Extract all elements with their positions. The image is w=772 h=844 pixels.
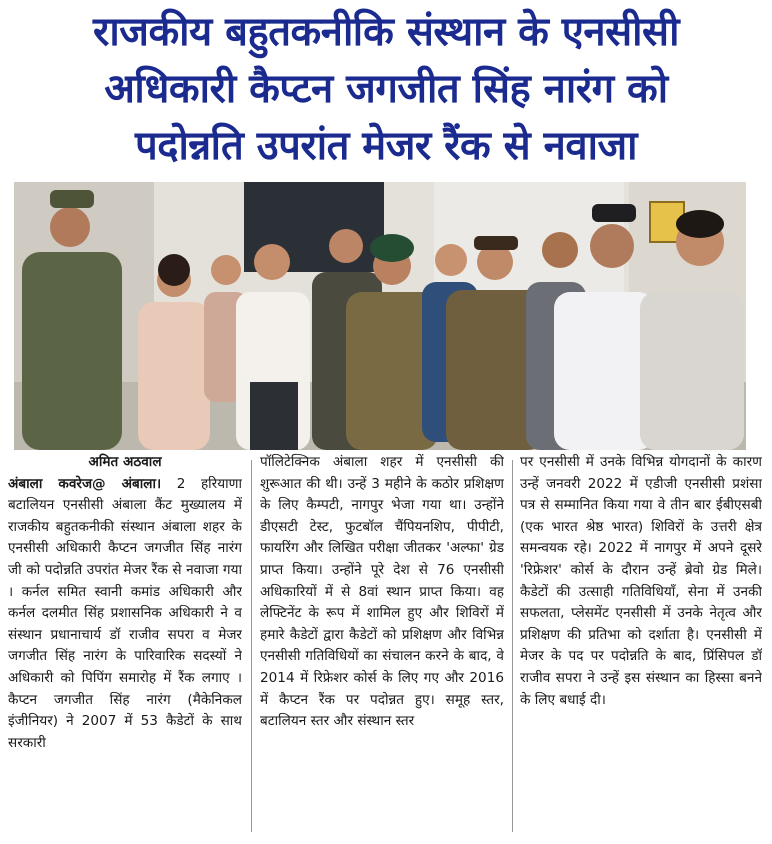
column-divider [512, 460, 513, 832]
column-1-paragraph [8, 474, 242, 755]
column-divider [251, 460, 252, 832]
dateline: अंबाला कवरेज@ अंबाला। [8, 475, 162, 492]
column-1-text: 2 हरियाणा बटालियन एनसीसी अंबाला कैंट मुख्यालय में राजकीय बहुतकनीकी संस्थान अंबाला शहर के एनसीसी अधिकारी कैप्टन जगजीत सिंह नारंग जी को पदोन्नति उपरांत मेजर रैंक से नवाजा गया । कर्नल समित स्वानी कमांड अधिकारी और कर्नल दलमीत सिंह प्रशासनिक अधिकारी ने व संस्थान प्रधानाचार्य डॉ राजीव सपरा व मेजर जगजीत सिंह नारंग के पारिवारिक सदस्यों ने अधिकारी को पिपिंग समारोह में रैंक लगाए । कैप्टन जगजीत सिंह नारंग (मैकेनिकल इंजीनियर) ने 2007 में 53 कैडेटों के साथ सरकारी [8, 475, 242, 751]
article-body [8, 452, 764, 840]
headline-line-1: राजकीय बहुतकनीकि संस्थान के एनसीसी [93, 9, 679, 55]
article-column-3: पर एनसीसी में उनके विभिन्न योगदानों के कारण उन्हें जनवरी 2022 में एडीजी एनसीसी प्रशंसा पत्र से सम्मानित किया गया वे तीन बार ईबीएसबी (एक भारत श्रेष्ठ भारत) शिविरों के उत्तरी क्षेत्र समन्वयक रहे। 2022 में नागपुर में अपने दूसरे 'रिफ्रेशर' कोर्स के दौरान उन्हें ब्रेवो ग्रेड मिले। कैडेटों की उत्साही गतिविधियाँ, सेना में उनकी सफलता, प्लेसमेंट एनसीसी में उनके नेतृत्व और प्रशिक्षण की प्रतिभा को दर्शाता है। एनसीसी में मेजर के पद पर पदोन्नति के बाद, प्रिंसिपल डॉ राजीव सपरा ने उन्हें इस संस्थान का हिस्सा बनने के लिए बधाई दी। [520, 454, 762, 708]
headline-line-2: अधिकारी कैप्टन जगजीत सिंह नारंग को [104, 66, 668, 112]
group-photo-illustration [14, 182, 746, 450]
headline [0, 4, 772, 175]
article-column-1 [8, 452, 242, 840]
group-photo [14, 182, 746, 450]
headline-line-3: पदोन्नति उपरांत मेजर रैंक से नवाजा [135, 123, 637, 169]
article-column-2: पॉलिटेक्निक अंबाला शहर में एनसीसी की शुरूआत की थी। उन्हें 3 महीने के कठोर प्रशिक्षण के लिए कैम्पटी, नागपुर भेजा गया था। उन्होंने डीएसटी टेस्ट, फुटबॉल चैंपियनशिप, पीपीटी, फायरिंग और लिखित परीक्षा जीतकर 'अल्फा' ग्रेड प्राप्त किया। उन्होंने पूरे देश से 76 एनसीसी अधिकारियों में से 8वां स्थान प्राप्त किया। वह लेफ्टिनेंट के रूप में शामिल हुए और शिविरों में हमारे कैडेटों द्वारा कैडेटों को प्रशिक्षण और विभिन्न एनसीसी गतिविधियों का संचालन करने के बाद, वे 2014 में रिफ्रेशर कोर्स के लिए गए और 2016 में कैप्टन रैंक पर पदोन्नत हुए। समूह स्तर, बटालियन स्तर और संस्थान स्तर [260, 454, 504, 730]
byline: अमित अठवाल [88, 454, 162, 470]
